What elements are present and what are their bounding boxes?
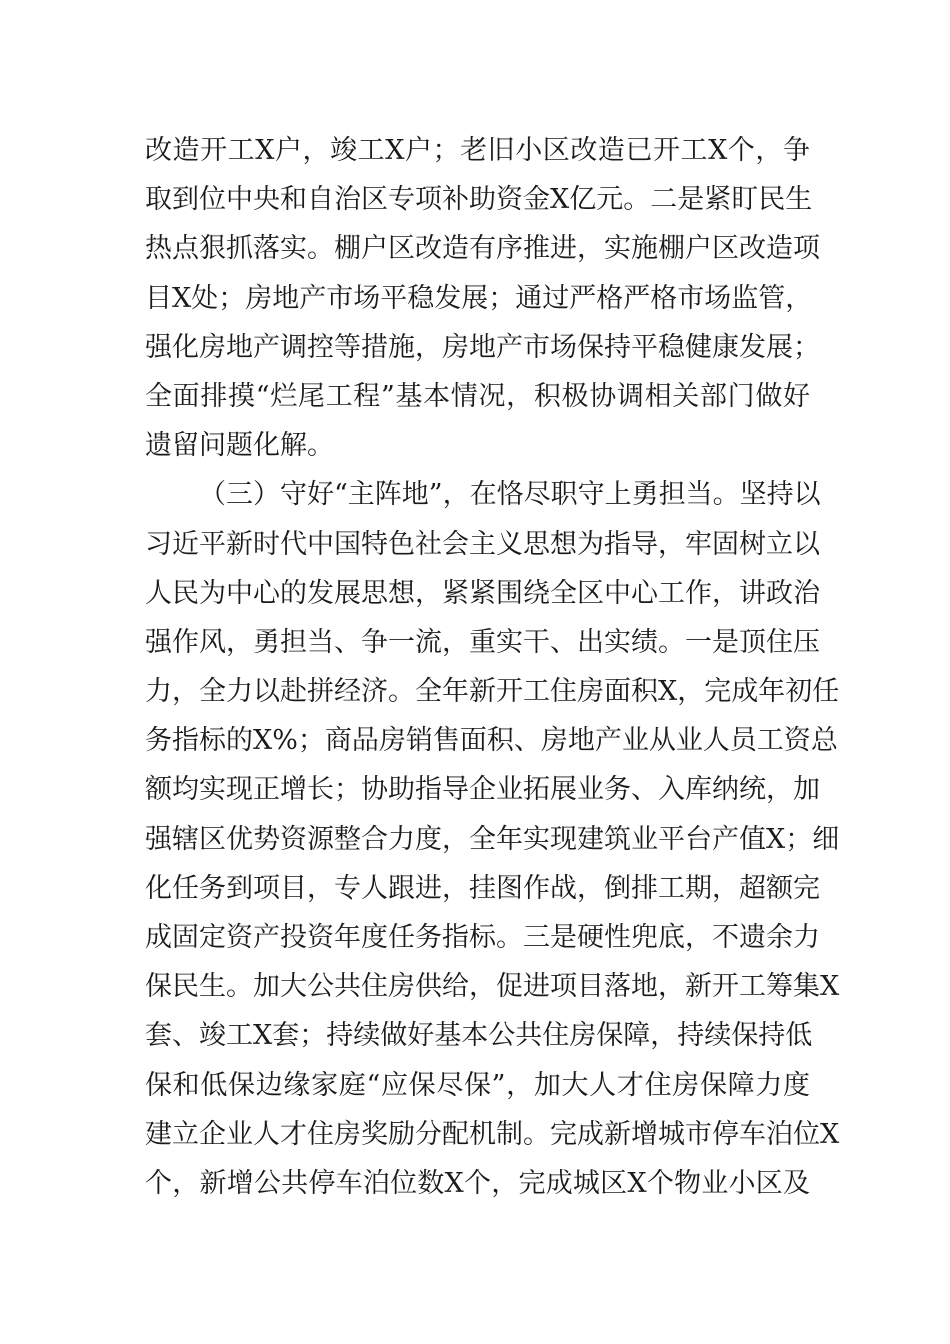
text-line: 化任务到项目，专人跟进，挂图作战，倒排工期，超额完: [145, 872, 820, 904]
text-line: 全面排摸“烂尾工程”基本情况，积极协调相关部门做好: [145, 380, 810, 412]
text-line: 个，新增公共停车泊位数X个，完成城区X个物业小区及: [145, 1167, 810, 1199]
text-line: 建立企业人才住房奖励分配机制。完成新增城市停车泊位X: [145, 1118, 840, 1150]
section-heading-line: （三）守好“主阵地”，在恪尽职守上勇担当。坚持以: [199, 479, 821, 511]
text-line: 额均实现正增长；协助指导企业拓展业务、入库纳统，加: [145, 774, 820, 806]
text-line: 习近平新时代中国特色社会主义思想为指导，牢固树立以: [145, 528, 820, 560]
text-line: 套、竣工X套；持续做好基本公共住房保障，持续保持低: [145, 1020, 813, 1052]
paragraph-housing-results: [145, 126, 820, 470]
text-line: 遗留问题化解。: [145, 430, 334, 462]
text-line: 强辖区优势资源整合力度，全年实现建筑业平台产值X；细: [145, 823, 840, 855]
text-line: 热点狠抓落实。棚户区改造有序推进，实施棚户区改造项: [145, 233, 820, 265]
text-line: 强化房地产调控等措施，房地产市场保持平稳健康发展；: [145, 331, 820, 363]
text-line: 目X处；房地产市场平稳发展；通过严格严格市场监管，: [145, 282, 813, 314]
text-line: 强作风，勇担当、争一流，重实干、出实绩。一是顶住压: [145, 626, 820, 658]
text-line: 取到位中央和自治区专项补助资金X亿元。二是紧盯民生: [145, 184, 813, 216]
text-line: 保和低保边缘家庭“应保尽保”，加大人才住房保障力度: [145, 1069, 810, 1101]
body-text: [145, 126, 840, 1208]
text-line: 力，全力以赴拼经济。全年新开工住房面积X，完成年初任: [145, 676, 840, 708]
text-line: 人民为中心的发展思想，紧紧围绕全区中心工作，讲政治: [145, 577, 820, 609]
text-line: 保民生。加大公共住房供给，促进项目落地，新开工筹集X: [145, 971, 840, 1003]
paragraph-section-three: [145, 470, 840, 1208]
text-line: 成固定资产投资年度任务指标。三是硬性兜底，不遗余力: [145, 922, 820, 953]
text-line: 改造开工X户，竣工X户；老旧小区改造已开工X个，争: [145, 135, 810, 166]
text-line: 务指标的X%；商品房销售面积、房地产业从业人员工资总: [145, 725, 838, 757]
